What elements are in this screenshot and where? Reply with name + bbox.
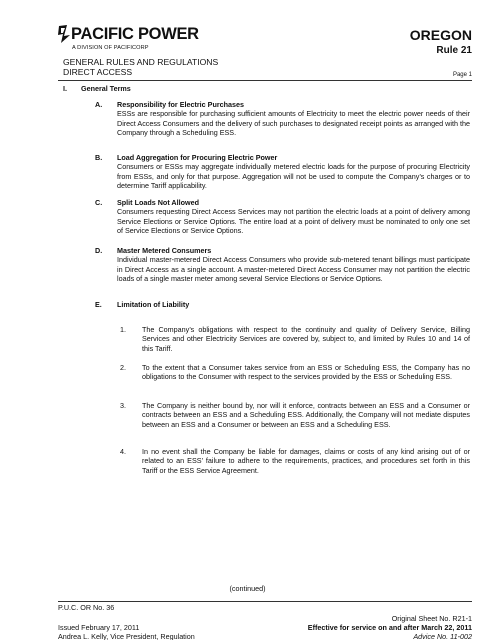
term-title: Limitation of Liability bbox=[117, 300, 190, 309]
company-logo bbox=[58, 22, 228, 62]
header-line-2: DIRECT ACCESS bbox=[63, 67, 133, 77]
term-item-a bbox=[95, 100, 470, 138]
term-letter: E. bbox=[95, 300, 102, 309]
term-text: Individual master-metered Direct Access Consumers who provide sub-metered tenant billings must participate in Direct Access as a single account. A master-metered Direct Access Consumer may not partition the electric loads of a single master meter among several Service Elections or Service Options. bbox=[117, 255, 470, 284]
continued-note: (continued) bbox=[229, 584, 266, 593]
liability-subitem-4 bbox=[120, 447, 470, 475]
section-title: General Terms bbox=[81, 84, 131, 93]
subitem-number: 3. bbox=[120, 401, 126, 410]
logo-mark-icon bbox=[58, 22, 72, 44]
term-title: Master Metered Consumers bbox=[117, 246, 212, 255]
subitem-text: The Company is neither bound by, nor will it enforce, contracts between an ESS and a Consumer or contracts between an ESS and a Scheduling ESS. Additionally, the Company will not mediate disputes between an ESS and a Consumer or between an ESS and a Scheduling ESS. bbox=[142, 401, 470, 429]
signer: Andrea L. Kelly, Vice President, Regulation bbox=[58, 632, 195, 640]
term-text: Consumers requesting Direct Access Services may not partition the electric loads at a point of delivery among Service Elections or Service Options. The entire load at a point of delivery must be nominated to only one set of Service Elections or Service Options. bbox=[117, 207, 470, 236]
rule-number: Rule 21 bbox=[436, 45, 472, 56]
term-item-e bbox=[95, 300, 470, 309]
liability-subitem-1 bbox=[120, 325, 470, 353]
term-letter: B. bbox=[95, 153, 103, 162]
page-number: Page 1 bbox=[452, 72, 472, 78]
subitem-number: 4. bbox=[120, 447, 126, 456]
logo-subtitle: A DIVISION OF PACIFICORP bbox=[72, 45, 149, 51]
effective-date: Effective for service on and after March 22, 2011 bbox=[307, 623, 472, 632]
subitem-text: In no event shall the Company be liable for damages, claims or costs of any kind arising out of or related to an ESS’ failure to adhere to the requirements, practices, and procedures set forth in this Tariff or the ESS Service Agreement. bbox=[142, 447, 470, 475]
section-heading bbox=[63, 84, 131, 93]
term-item-d bbox=[95, 246, 470, 284]
subitem-text: To the extent that a Consumer takes service from an ESS or Scheduling ESS, the Company has no obligations to the Consumer with respect to the services provided by the ESS or Scheduling ESS. bbox=[142, 363, 470, 382]
issued-date: Issued February 17, 2011 bbox=[58, 623, 140, 632]
term-item-c bbox=[95, 198, 470, 236]
sheet-number: Original Sheet No. R21-1 bbox=[391, 614, 472, 623]
term-letter: C. bbox=[95, 198, 103, 207]
term-text: Consumers or ESSs may aggregate individually metered electric loads for the purpose of procuring Electricity from ESSs, and only for that purpose. Aggregation will not be used to compute the Company’s charges or to determine Tariff applicability. bbox=[117, 162, 470, 191]
header-divider bbox=[58, 80, 472, 81]
term-title: Responsibility for Electric Purchases bbox=[117, 100, 245, 109]
footer-divider bbox=[58, 601, 472, 602]
subitem-number: 2. bbox=[120, 363, 126, 372]
term-title: Split Loads Not Allowed bbox=[117, 198, 199, 207]
term-letter: A. bbox=[95, 100, 103, 109]
term-item-b bbox=[95, 153, 470, 191]
advice-number: Advice No. 11-002 bbox=[413, 632, 472, 640]
logo-name: PACIFIC POWER bbox=[71, 25, 199, 43]
state-title: OREGON bbox=[409, 27, 472, 43]
liability-subitem-3 bbox=[120, 401, 470, 429]
header-line-1: GENERAL RULES AND REGULATIONS bbox=[63, 57, 219, 67]
term-title: Load Aggregation for Procuring Electric Power bbox=[117, 153, 278, 162]
subitem-text: The Company’s obligations with respect to the continuity and quality of Delivery Service, Billing Services and other Electricity Services are covered by, subject to, and limited by Rules 10 and 14 of this Tariff. bbox=[142, 325, 470, 353]
puc-number: P.U.C. OR No. 36 bbox=[58, 603, 115, 612]
term-text: ESSs are responsible for purchasing sufficient amounts of Electricity to meet the electric power needs of their Direct Access Consumers and the delivery of such purchases to designated receipt points as arranged with the Company through a Scheduling ESS. bbox=[117, 109, 470, 138]
liability-subitem-2 bbox=[120, 363, 470, 382]
subitem-number: 1. bbox=[120, 325, 126, 334]
section-number: I. bbox=[63, 84, 67, 93]
term-letter: D. bbox=[95, 246, 103, 255]
